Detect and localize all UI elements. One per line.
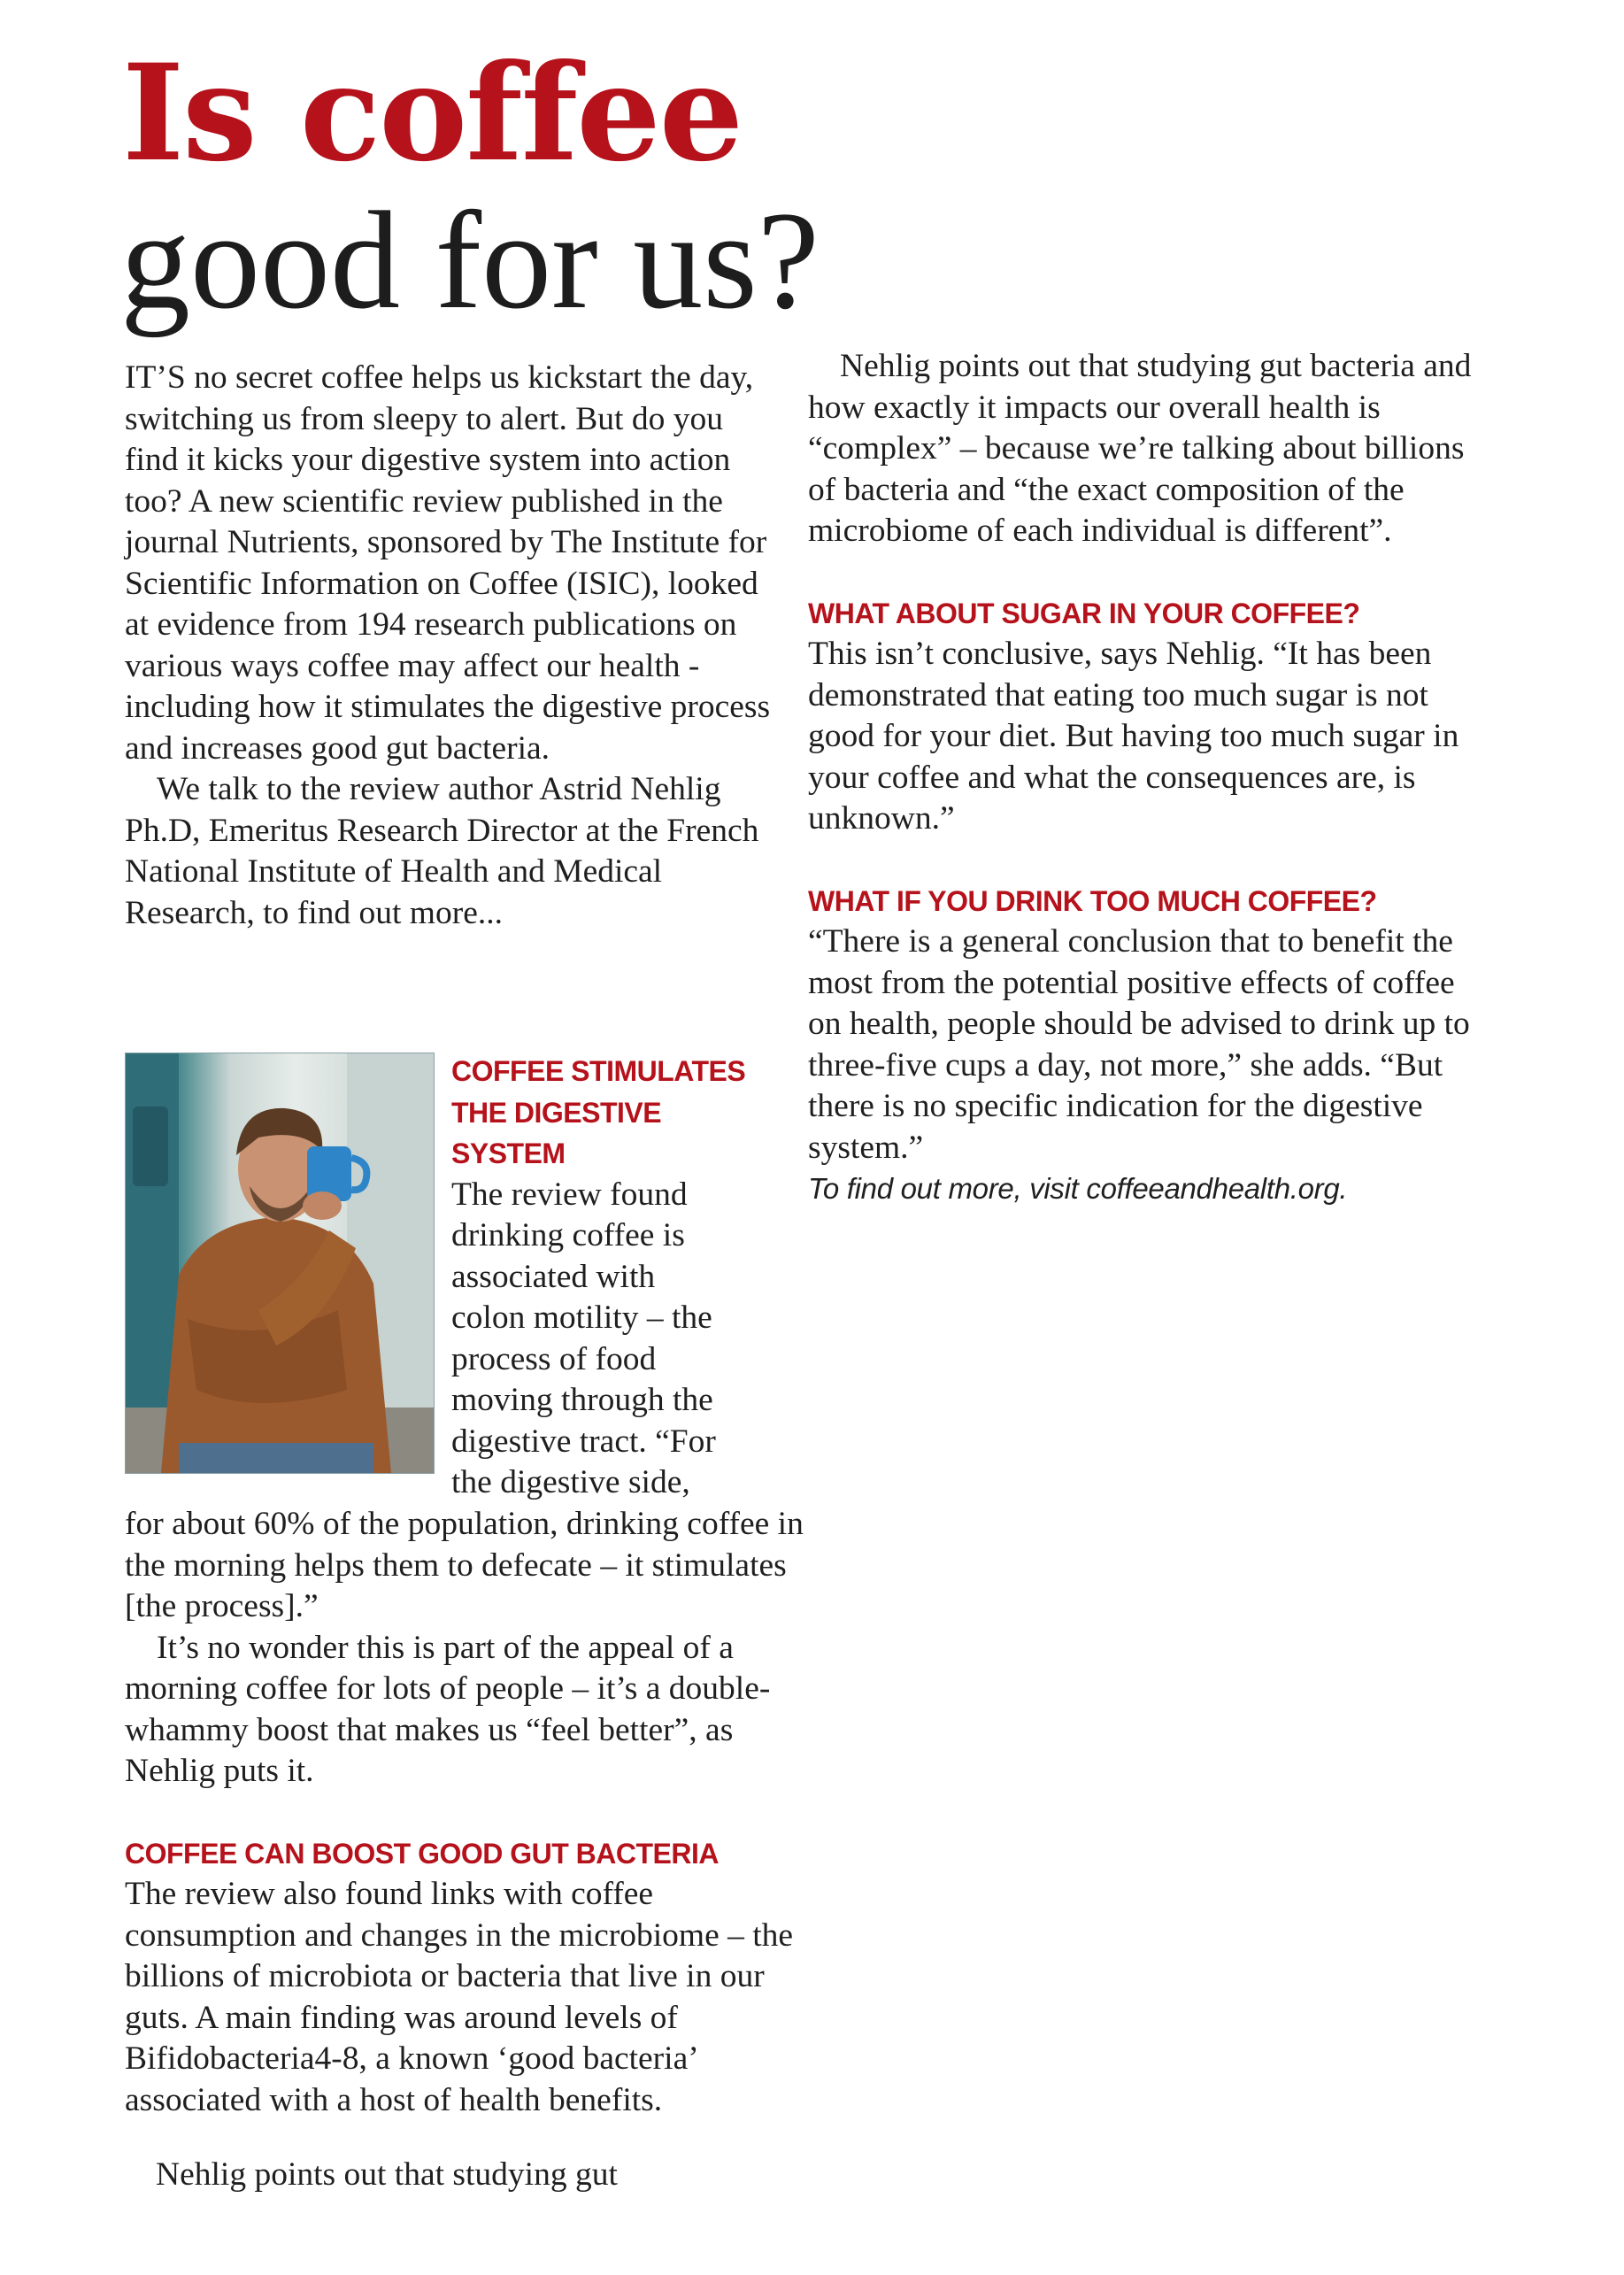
digestive-paragraph-cont: for about 60% of the population, drinking coffee in the morning helps them to defecate – it stimulates [the process].”: [125, 1506, 804, 1624]
too-much-heading: WHAT IF YOU DRINK TOO MUCH COFFEE?: [808, 884, 1377, 917]
intro-column: [125, 358, 784, 934]
headline-line-2: good for us?: [120, 183, 820, 338]
digestive-paragraph-2: It’s no wonder this is part of the appeal of a morning coffee for lots of people – it’s a double-whammy boost that makes us “feel better”, as Nehlig puts it.: [125, 1629, 771, 1789]
digestive-heading: [451, 1051, 805, 1175]
sugar-paragraph: This isn’t conclusive, says Nehlig. “It has been demonstrated that eating too much sugar is not good for your diet. But having too much sugar in your coffee and what the consequences are, is unknown.”: [808, 636, 1459, 837]
text-line: process of food: [451, 1340, 657, 1377]
too-much-paragraph: “There is a general conclusion that to benefit the most from the potential positive effects of coffee on health, people should be advised to drink up to three-five cups a day, not more,” she adds. “But there is no specific indication for the digestive system.”: [808, 923, 1470, 1166]
digestive-heading-line: SYSTEM: [451, 1138, 566, 1169]
digestive-continued: [125, 1504, 806, 2121]
text-line: the digestive side,: [451, 1464, 690, 1500]
headline-line-1: Is coffee: [122, 35, 743, 191]
bacteria-heading: COFFEE CAN BOOST GOOD GUT BACTERIA: [125, 1837, 719, 1870]
text-line: associated with: [451, 1258, 656, 1295]
digestive-wrap: [451, 1051, 805, 1504]
intro-paragraph-1: IT’S no secret coffee helps us kickstart the day, switching us from sleepy to alert. But do you find it kicks your digestive system into action too? A new scientific review published in the journal Nutrients, sponsored by The Institute for Scientific Information on Coffee (ISIC), looked at evidence from 194 research publications on various ways coffee may affect our health - including how it stimulates the digestive process and increases good gut bacteria.: [125, 359, 771, 767]
text-line: colon motility – the: [451, 1299, 712, 1336]
digestive-heading-line: THE DIGESTIVE: [451, 1096, 662, 1129]
digestive-heading-line: COFFEE STIMULATES: [451, 1055, 746, 1087]
text-line: moving through the: [451, 1382, 713, 1418]
complex-paragraph: Nehlig points out that studying gut bacteria and how exactly it impacts our overall health is “complex” – because we’re talking about billions of bacteria and “the exact composition of the microbiome of each individual is different”.: [808, 348, 1472, 549]
text-line: digestive tract. “For: [451, 1423, 716, 1460]
intro-paragraph-2: We talk to the review author Astrid Nehlig Ph.D, Emeritus Research Director at the French National Institute of Health and Medical Research, to find out more...: [125, 771, 759, 931]
footer-note: To find out more, visit coffeeandhealth.org.: [808, 1172, 1348, 1205]
bacteria-paragraph-1: The review also found links with coffee consumption and changes in the microbiome – the billions of microbiota or bacteria that live in our guts. A main finding was around levels of Bifidobacteria4-8, a known ‘good bacteria’ associated with a host of health benefits.: [125, 1876, 794, 2118]
right-column: [808, 346, 1489, 1210]
cut-line-text: Nehlig points out that studying gut: [156, 2156, 618, 2193]
man-drinking-coffee-photo: [125, 1053, 435, 1474]
text-line: drinking coffee is: [451, 1217, 685, 1253]
sugar-heading: WHAT ABOUT SUGAR IN YOUR COFFEE?: [808, 597, 1360, 629]
text-line: The review found: [451, 1176, 688, 1213]
digestive-wrap-text: [451, 1175, 805, 1504]
clipped-text-line: [124, 2156, 797, 2193]
